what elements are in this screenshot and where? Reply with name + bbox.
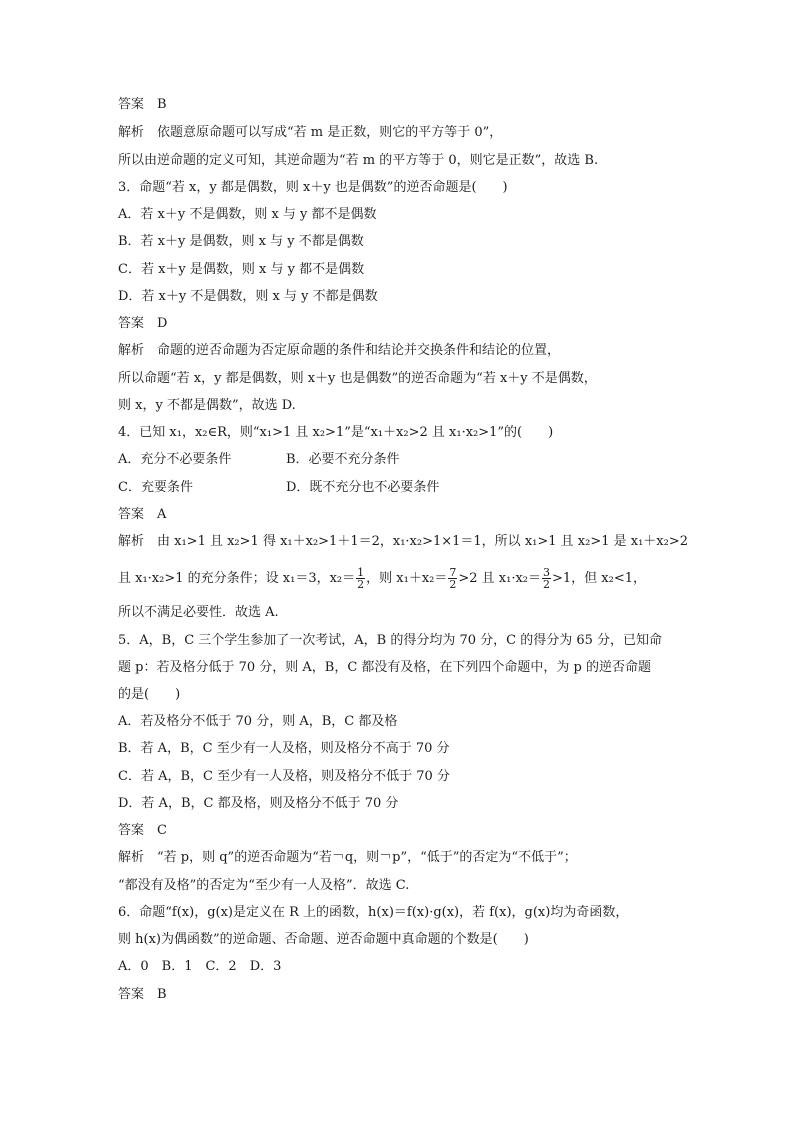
question-5-option-d: D．若 A，B，C 都及格，则及格分不低于 70 分: [118, 796, 399, 811]
question-5-option-c: C．若 A，B，C 至少有一人及格，则及格分不低于 70 分: [118, 769, 450, 784]
question-5-stem-line3: 的是( ): [118, 687, 181, 702]
fraction-denominator: 2: [357, 578, 365, 591]
fraction-numerator: 1: [357, 566, 365, 579]
analysis-q4-text-3: >2 且 x₁·x₂＝: [458, 571, 542, 586]
analysis-q4-line2: [118, 567, 646, 590]
question-3-stem: 3．命题“若 x，y 都是偶数，则 x＋y 也是偶数”的逆否命题是( ): [118, 180, 508, 195]
question-6-options: A．0 B．1 C．2 D．3: [118, 959, 282, 974]
question-3-option-d: D．若 x＋y 不是偶数，则 x 与 y 不都是偶数: [118, 289, 378, 304]
fraction-numerator: 3: [543, 566, 551, 579]
question-3-option-c: C．若 x＋y 是偶数，则 x 与 y 都不是偶数: [118, 262, 365, 277]
analysis-q3-line3: 则 x，y 不都是偶数”，故选 D.: [118, 398, 296, 413]
question-5-stem-line2: 题 p：若及格分低于 70 分，则 A，B，C 都没有及格，在下列四个命题中，为 p 的逆否命题: [118, 660, 652, 675]
answer-q5: 答案 C: [118, 823, 167, 838]
question-4-option-c: C．充要条件: [118, 480, 193, 495]
question-5-stem-line1: 5．A，B，C 三个学生参加了一次考试，A，B 的得分均为 70 分，C 的得分为 65 分，已知命: [118, 633, 663, 648]
answer-q3: 答案 D: [118, 316, 168, 331]
question-3-option-b: B．若 x＋y 是偶数，则 x 与 y 不都是偶数: [118, 234, 364, 249]
analysis-q4-line3: 所以不满足必要性．故选 A.: [118, 605, 279, 620]
question-4-option-d: D．既不充分也不必要条件: [286, 480, 440, 495]
analysis-q4-text-4: >1，但 x₂<1，: [552, 571, 647, 586]
fraction-three-halves: [542, 567, 551, 590]
question-5-option-b: B．若 A，B，C 至少有一人及格，则及格分不高于 70 分: [118, 741, 450, 756]
analysis-q5-line1: 解析 “若 p，则 q”的逆否命题为“若￢q，则￢p”，“低于”的否定为“不低于”；: [118, 850, 577, 865]
question-4-option-a: A．充分不必要条件: [118, 452, 232, 467]
answer-q2: 答案 B: [118, 97, 167, 112]
analysis-q5-line2: “都没有及格”的否定为“至少有一人及格”．故选 C.: [118, 878, 410, 893]
analysis-q3-line1: 解析 命题的逆否命题为否定原命题的条件和结论并交换条件和结论的位置，: [118, 343, 561, 358]
analysis-q2-line1: 解析 依题意原命题可以写成“若 m 是正数，则它的平方等于 0”，: [118, 125, 503, 140]
question-5-option-a: A．若及格分不低于 70 分，则 A，B，C 都及格: [118, 714, 398, 729]
fraction-denominator: 2: [449, 578, 457, 591]
question-4-stem: 4．已知 x₁，x₂∈R，则“x₁>1 且 x₂>1”是“x₁＋x₂>2 且 x₁·x₂>1”的( ): [118, 425, 554, 440]
analysis-q4-text-2: ，则 x₁＋x₂＝: [366, 571, 448, 586]
analysis-q3-line2: 所以命题“若 x，y 都是偶数，则 x＋y 也是偶数”的逆否命题为“若 x＋y 不是偶数，: [118, 371, 597, 386]
fraction-numerator: 7: [449, 566, 457, 579]
fraction-seven-halves: [448, 567, 457, 590]
analysis-q4-text-1: 且 x₁·x₂>1 的充分条件；设 x₁＝3，x₂＝: [118, 571, 356, 586]
answer-q4: 答案 A: [118, 507, 167, 522]
answer-q6: 答案 B: [118, 987, 167, 1002]
question-3-option-a: A．若 x＋y 不是偶数，则 x 与 y 都不是偶数: [118, 207, 377, 222]
fraction-denominator: 2: [543, 578, 551, 591]
question-4-option-b: B．必要不充分条件: [286, 452, 400, 467]
question-6-stem-line1: 6．命题“f(x)，g(x)是定义在 R 上的函数，h(x)＝f(x)·g(x)，若 f(x)，g(x)均为奇函数，: [118, 905, 629, 920]
analysis-q2-line2: 所以由逆命题的定义可知，其逆命题为“若 m 的平方等于 0，则它是正数”，故选 B.: [118, 153, 599, 168]
analysis-q4-line1: 解析 由 x₁>1 且 x₂>1 得 x₁＋x₂>1＋1＝2，x₁·x₂>1×1＝1，所以 x₁>1 且 x₂>1 是 x₁＋x₂>2: [118, 534, 689, 549]
fraction-one-half: [356, 567, 365, 590]
question-6-stem-line2: 则 h(x)为偶函数”的逆命题、否命题、逆否命题中真命题的个数是( ): [118, 932, 529, 947]
